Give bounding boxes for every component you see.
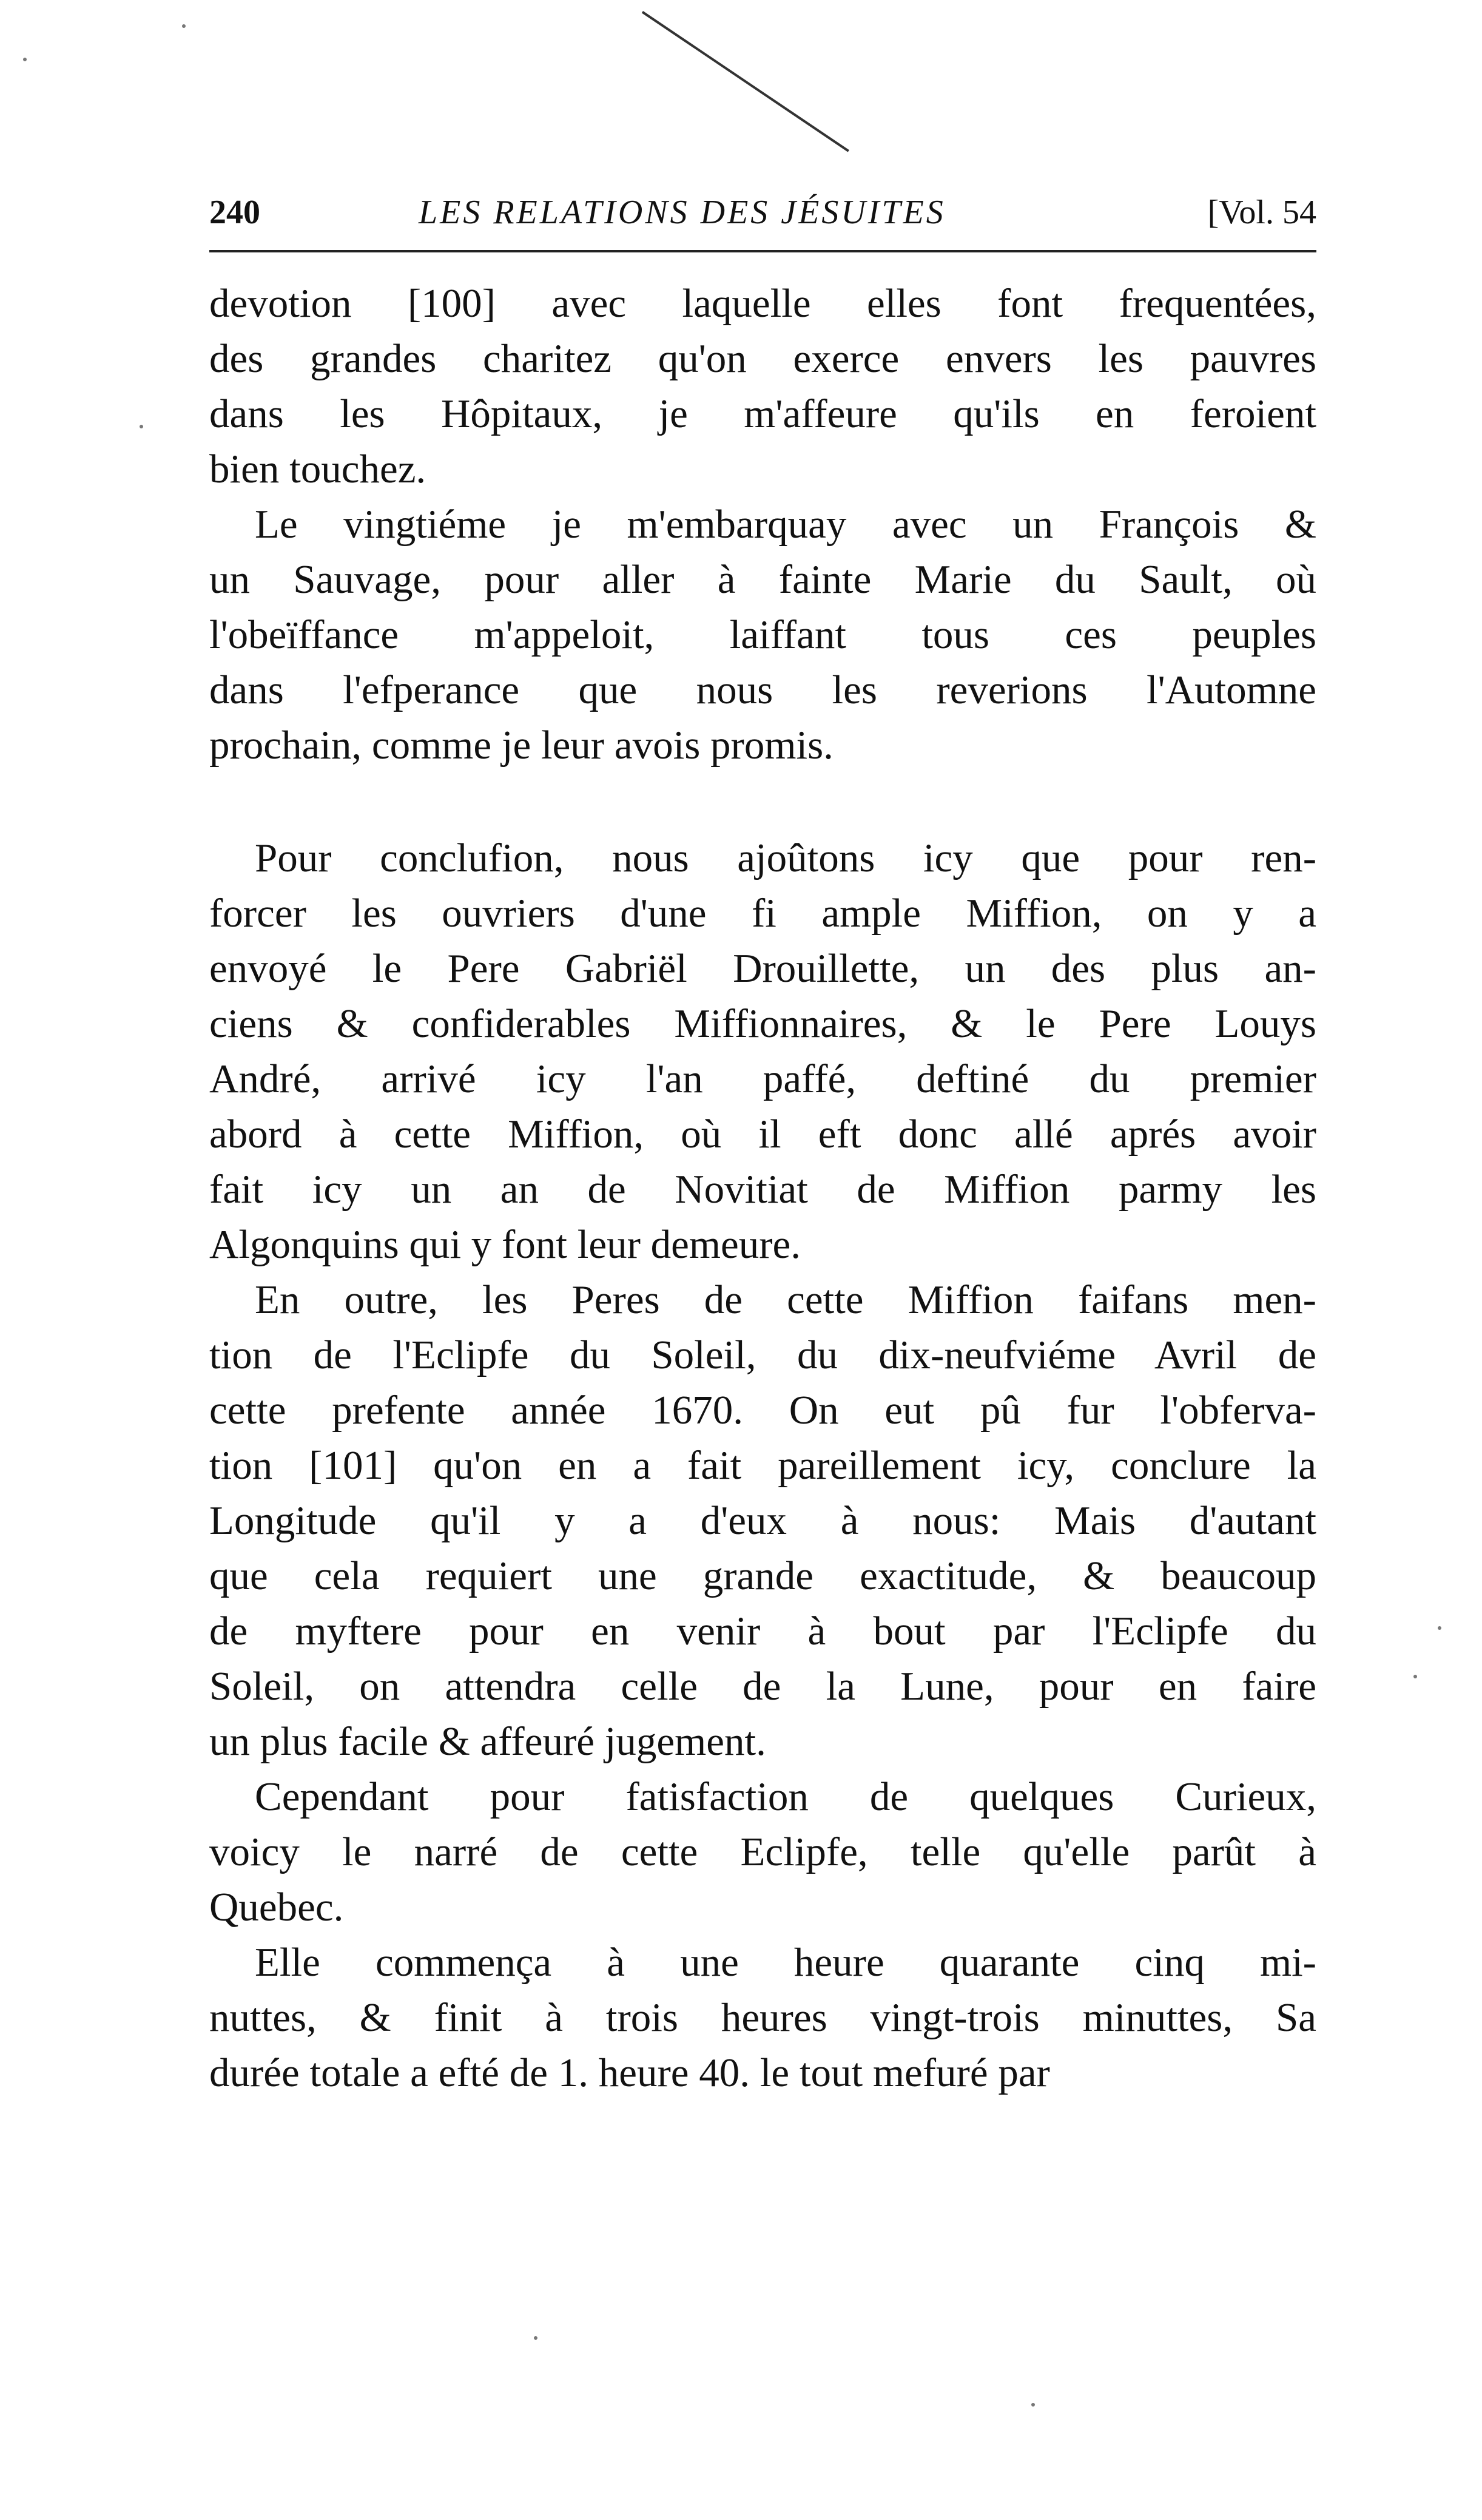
text-line: En outre, les Peres de cette Miffion faifans men- (255, 1277, 1316, 1322)
page-header (209, 182, 1316, 243)
scan-speck (140, 425, 143, 428)
text-line: nuttes, & finit à trois heures vingt-trois minuttes, Sa (209, 1995, 1316, 2040)
text-line: tion de l'Eclipfe du Soleil, du dix-neufviéme Avril de (209, 1333, 1316, 1377)
running-title: LES RELATIONS DES JÉSUITES (419, 194, 946, 231)
body-text (209, 276, 1316, 2101)
text-line: durée totale a efté de 1. heure 40. le tout mefuré par (209, 2050, 1050, 2095)
text-line: Elle commença à une heure quarante cinq mi- (255, 1940, 1316, 1985)
scan-speck (1031, 2403, 1035, 2407)
text-line: dans l'efperance que nous les reverions l'Automne (209, 667, 1316, 712)
page-number: 240 (209, 194, 260, 231)
text-line: bien touchez. (209, 447, 426, 492)
text-line: Algonquins qui y font leur demeure. (209, 1222, 801, 1267)
paragraph (209, 831, 1316, 1272)
paragraph (209, 276, 1316, 497)
text-line: Longitude qu'il y a d'eux à nous: Mais d'autant (209, 1498, 1316, 1543)
paragraph-gap (209, 773, 1316, 831)
paragraph (209, 1935, 1316, 2101)
paragraph (209, 1769, 1316, 1935)
text-line: voicy le narré de cette Eclipfe, telle qu'elle parût à (209, 1829, 1316, 1874)
text-line: abord à cette Miffion, où il eft donc allé aprés avoir (209, 1112, 1316, 1157)
header-rule (209, 250, 1316, 252)
text-line: un Sauvage, pour aller à fainte Marie du Sault, où (209, 557, 1316, 602)
text-line: Quebec. (209, 1885, 344, 1930)
text-line: dans les Hôpitaux, je m'affeure qu'ils en feroient (209, 391, 1316, 436)
text-line: André, arrivé icy l'an paffé, deftiné du premier (209, 1056, 1316, 1101)
text-line: Le vingtiéme je m'embarquay avec un François & (255, 502, 1316, 547)
text-line: Cependant pour fatisfaction de quelques Curieux, (255, 1774, 1316, 1819)
paragraph (209, 1272, 1316, 1769)
text-line: un plus facile & affeuré jugement. (209, 1719, 766, 1764)
text-line: ciens & confiderables Miffionnaires, & le Pere Louys (209, 1001, 1316, 1046)
text-line: envoyé le Pere Gabriël Drouillette, un des plus an- (209, 946, 1316, 991)
scan-speck (23, 58, 27, 61)
scan-speck (1438, 1626, 1441, 1630)
text-line: tion [101] qu'on en a fait pareillement icy, conclure la (209, 1443, 1316, 1488)
text-line: de myftere pour en venir à bout par l'Eclipfe du (209, 1609, 1316, 1654)
text-line: que cela requiert une grande exactitude, & beaucoup (209, 1553, 1316, 1598)
text-line: fait icy un an de Novitiat de Miffion parmy les (209, 1167, 1316, 1212)
text-line: l'obeïffance m'appeloit, laiffant tous ces peuples (209, 612, 1316, 657)
text-line: des grandes charitez qu'on exerce envers les pauvres (209, 336, 1316, 381)
text-line: forcer les ouvriers d'une fi ample Miffion, on y a (209, 891, 1316, 936)
text-line: prochain, comme je leur avois promis. (209, 723, 834, 768)
text-line: devotion [100] avec laquelle elles font frequentées, (209, 281, 1316, 326)
text-line: Pour conclufion, nous ajoûtons icy que pour ren- (255, 836, 1316, 880)
text-line: cette prefente année 1670. On eut pû fur l'obferva- (209, 1388, 1316, 1433)
volume-label: [Vol. 54 (1207, 194, 1316, 231)
scan-speck (1413, 1675, 1417, 1678)
scan-speck (182, 24, 186, 28)
paragraph (209, 497, 1316, 773)
text-line: Soleil, on attendra celle de la Lune, pour en faire (209, 1664, 1316, 1709)
scan-speck (534, 2336, 537, 2340)
scan-stray-line (642, 11, 849, 152)
